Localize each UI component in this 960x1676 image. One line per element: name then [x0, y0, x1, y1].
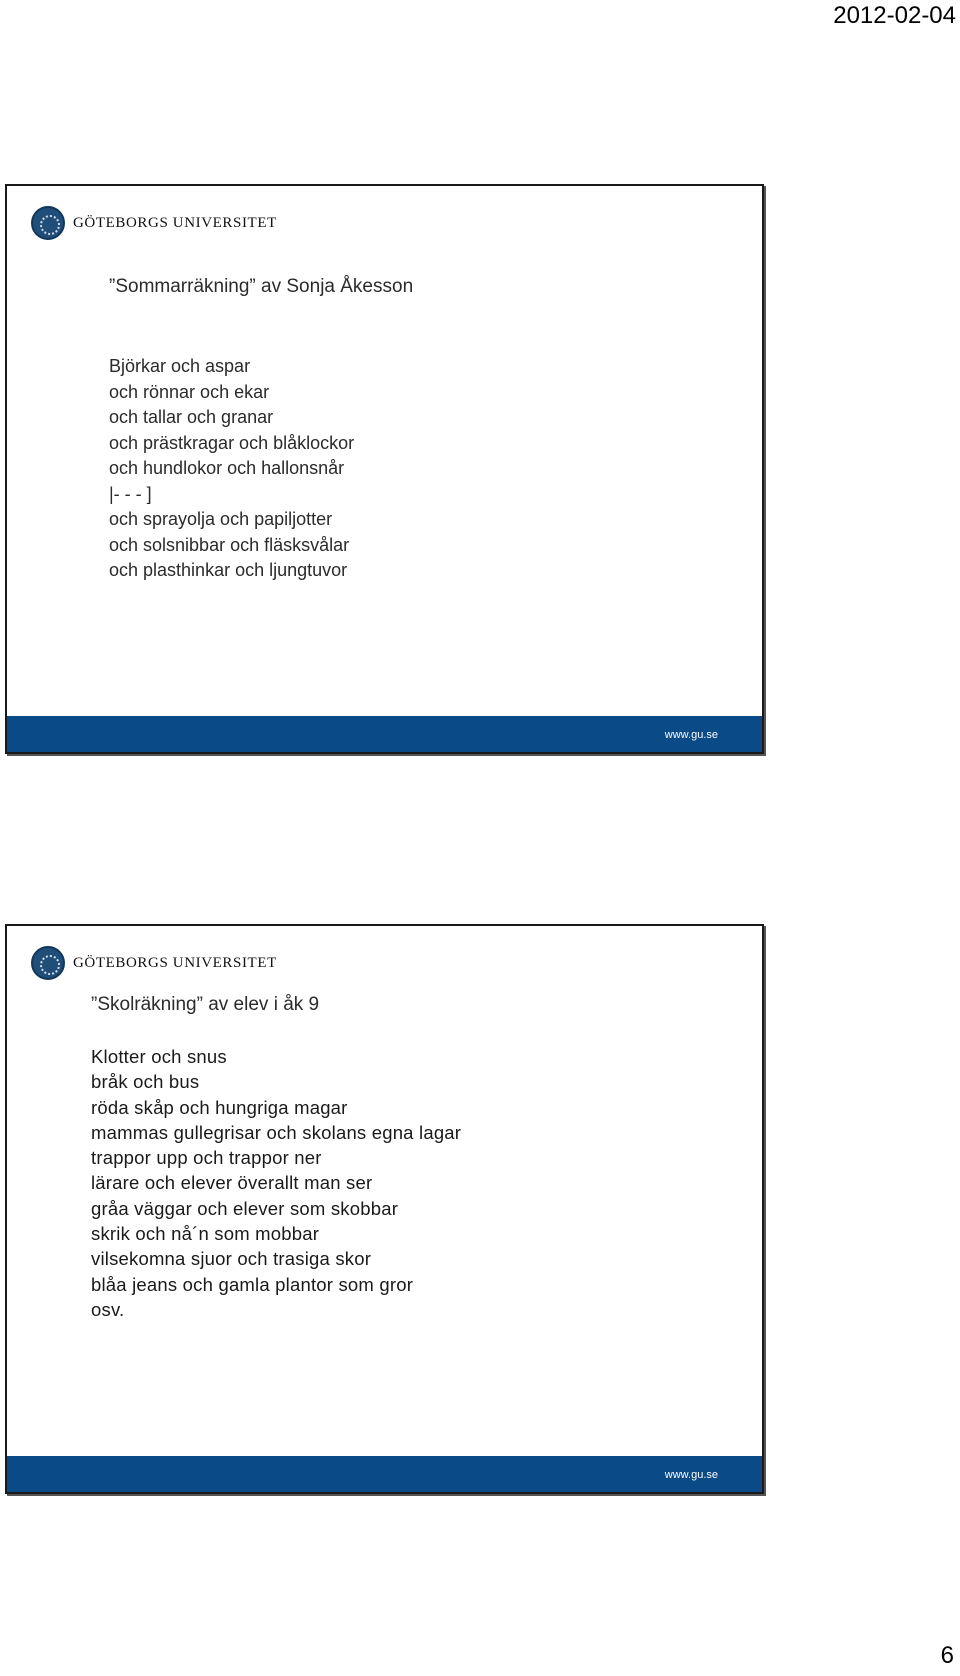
- university-logo: [31, 206, 277, 240]
- university-logo: [31, 946, 277, 980]
- print-date: 2012-02-04: [833, 2, 956, 29]
- poem-line: och solsnibbar och fläsksvålar: [109, 534, 350, 555]
- poem-line: gråa väggar och elever som skobbar: [91, 1197, 399, 1219]
- poem-line: Klotter och snus: [91, 1046, 227, 1067]
- poem-line: skrik och nå´n som mobbar: [91, 1223, 320, 1245]
- poem-line: blåa jeans och gamla plantor som gror: [91, 1273, 414, 1295]
- slide-footer-bar: [7, 1456, 762, 1492]
- poem-line: röda skåp och hungriga magar: [91, 1096, 348, 1118]
- page-number: 6: [940, 1642, 954, 1669]
- poem-line: |- - - ]: [109, 483, 152, 504]
- poem-line: lärare och elever överallt man ser: [91, 1172, 373, 1194]
- poem-text: [91, 1044, 461, 1322]
- poem-text: [109, 354, 354, 584]
- poem-line: och prästkragar och blåklockor: [109, 432, 355, 453]
- poem-line: trappor upp och trappor ner: [91, 1147, 322, 1169]
- poem-line: osv.: [91, 1298, 125, 1320]
- poem-line: och sprayolja och papiljotter: [109, 509, 333, 529]
- footer-url: www.gu.se: [664, 1469, 718, 1481]
- poem-line: mammas gullegrisar och skolans egna lagar: [91, 1121, 462, 1143]
- university-seal-icon: [31, 946, 65, 980]
- slide-2: [5, 924, 764, 1494]
- slide-title: ”Skolräkning” av elev i åk 9: [91, 994, 320, 1015]
- poem-line: Björkar och aspar: [109, 356, 251, 376]
- slide-title: ”Sommarräkning” av Sonja Åkesson: [109, 276, 414, 297]
- slide-1: [5, 184, 764, 754]
- university-seal-icon: [31, 206, 65, 240]
- poem-line: och hundlokor och hallonsnår: [109, 458, 345, 478]
- footer-url: www.gu.se: [664, 729, 718, 741]
- slide-footer-bar: [7, 716, 762, 752]
- poem-line: och plasthinkar och ljungtuvor: [109, 560, 348, 580]
- poem-line: och tallar och granar: [109, 407, 274, 427]
- university-name: GÖTEBORGS UNIVERSITET: [73, 954, 277, 971]
- poem-line: bråk och bus: [91, 1071, 200, 1093]
- poem-line: och rönnar och ekar: [109, 381, 270, 402]
- poem-line: vilsekomna sjuor och trasiga skor: [91, 1248, 372, 1270]
- university-name: GÖTEBORGS UNIVERSITET: [73, 214, 277, 231]
